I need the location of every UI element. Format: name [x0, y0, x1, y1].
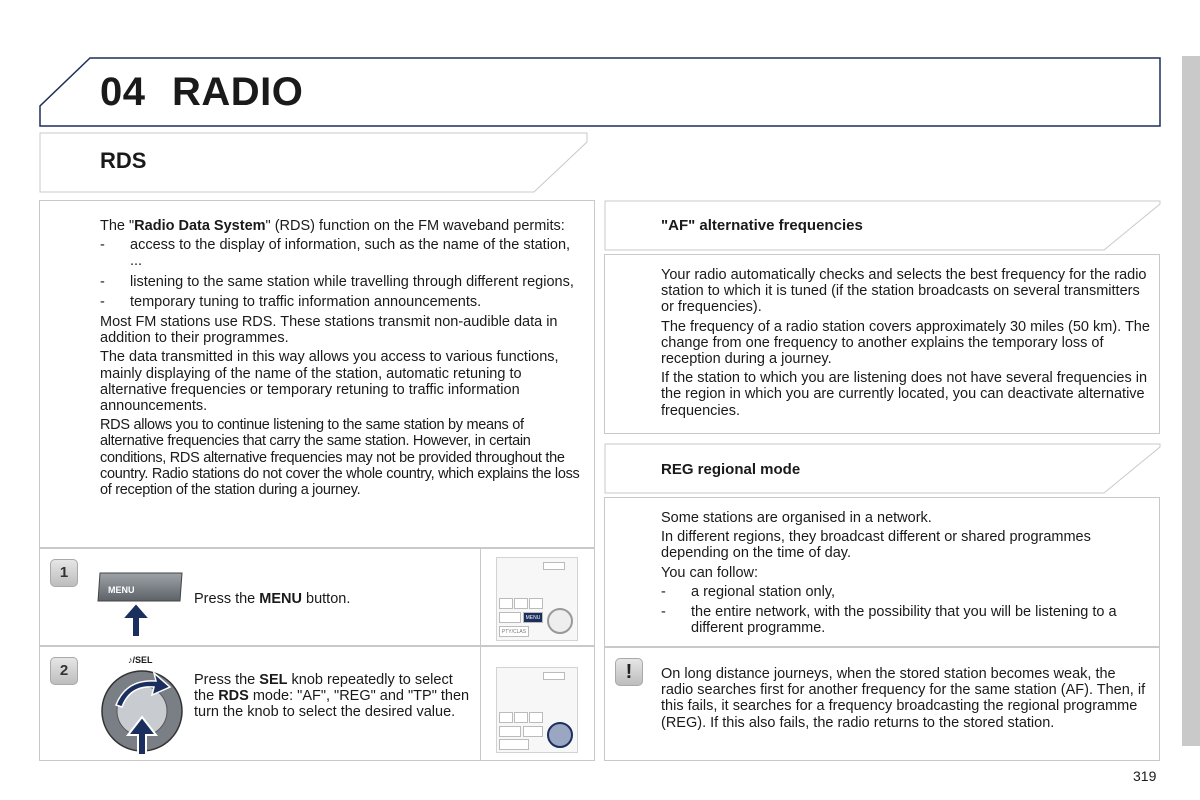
- list-item: - access to the display of information, such as the name of the station, ...: [100, 237, 571, 270]
- warning-box: [604, 647, 1160, 761]
- step-2-box: [39, 646, 595, 761]
- step-number-badge: 1: [50, 559, 78, 587]
- menu-button-illustration: [96, 567, 188, 639]
- af-description-box: [604, 254, 1160, 434]
- reg-description-box: [604, 497, 1160, 647]
- section-title: RDS: [100, 148, 147, 173]
- reg-title: REG regional mode: [661, 461, 801, 478]
- paragraph: The data transmitted in this way allows you access to various functions, mainly displaying of the name of the station, automatic retuning to alternative frequencies or temporary retuning to traffic information announcements.: [100, 349, 559, 415]
- paragraph: You can follow:: [661, 564, 759, 581]
- exclamation-icon: !: [615, 658, 643, 686]
- list-item: - temporary tuning to traffic information announcements.: [100, 293, 482, 310]
- rds-description-box: [39, 200, 595, 548]
- paragraph: Some stations are organised in a network.: [661, 510, 932, 526]
- chapter-title: RADIO: [172, 70, 304, 114]
- list-item: - a regional station only,: [661, 583, 836, 600]
- af-title: "AF" alternative frequencies: [661, 217, 863, 234]
- step-2-instruction: Press the SEL knob repeatedly to select the RDS mode: "AF", "REG" and "TP" then turn the knob to select the desired value.: [194, 672, 470, 721]
- sel-knob-illustration: [96, 667, 188, 759]
- radio-panel-illustration: [496, 667, 578, 753]
- side-tab-strip: [1182, 56, 1200, 746]
- list-item: - the entire network, with the possibility that you will be listening to a different programme.: [661, 604, 1117, 637]
- paragraph: RDS allows you to continue listening to the same station by means of alternative frequencies that carry the same station. However, in certain conditions, RDS alternative frequencies may not be provided throughout the country. Radio stations do not cover the whole country, which explains the loss of reception of the station during a journey.: [100, 417, 580, 499]
- step-number-badge: 2: [50, 657, 78, 685]
- paragraph: The frequency of a radio station covers approximately 30 miles (50 km). The change from one frequency to another explains the temporary loss of reception during a journey.: [661, 318, 1150, 368]
- paragraph: Most FM stations use RDS. These stations transmit non-audible data in addition to their programmes.: [100, 314, 558, 347]
- warning-text: On long distance journeys, when the stored station becomes weak, the radio searches first for another frequency for the same station (AF). Then, if this fails, it searches for a frequency broadcasting the regional programme (REG). If this also fails, the radio returns to the stored station.: [661, 666, 1146, 731]
- sel-knob-mini: [547, 722, 573, 748]
- menu-button-label: MENU: [108, 585, 135, 595]
- ptyclas-mini-button: PTY/CLAS: [499, 626, 529, 637]
- paragraph: Your radio automatically checks and selects the best frequency for the radio station to which it is tuned (if the station broadcasts on several transmitters or frequencies).: [661, 267, 1147, 316]
- step-1-box: [39, 548, 595, 646]
- page-number: 319: [1133, 768, 1157, 784]
- menu-mini-button: MENU: [523, 612, 543, 623]
- list-item: - listening to the same station while travelling through different regions,: [100, 273, 574, 290]
- chapter-number: 04: [100, 70, 146, 114]
- sel-knob-mini: [547, 608, 573, 634]
- step-1-instruction: Press the MENU button.: [194, 591, 351, 607]
- paragraph: In different regions, they broadcast different or shared programmes depending on the time of day.: [661, 529, 1091, 562]
- intro-paragraph: The "Radio Data System" (RDS) function on the FM waveband permits:: [100, 218, 565, 234]
- paragraph: If the station to which you are listening does not have several frequencies in the region in which you are currently located, you can deactivate alternative frequencies.: [661, 370, 1148, 419]
- sel-knob-label: ♪/SEL: [128, 655, 153, 665]
- radio-panel-illustration: [496, 557, 578, 641]
